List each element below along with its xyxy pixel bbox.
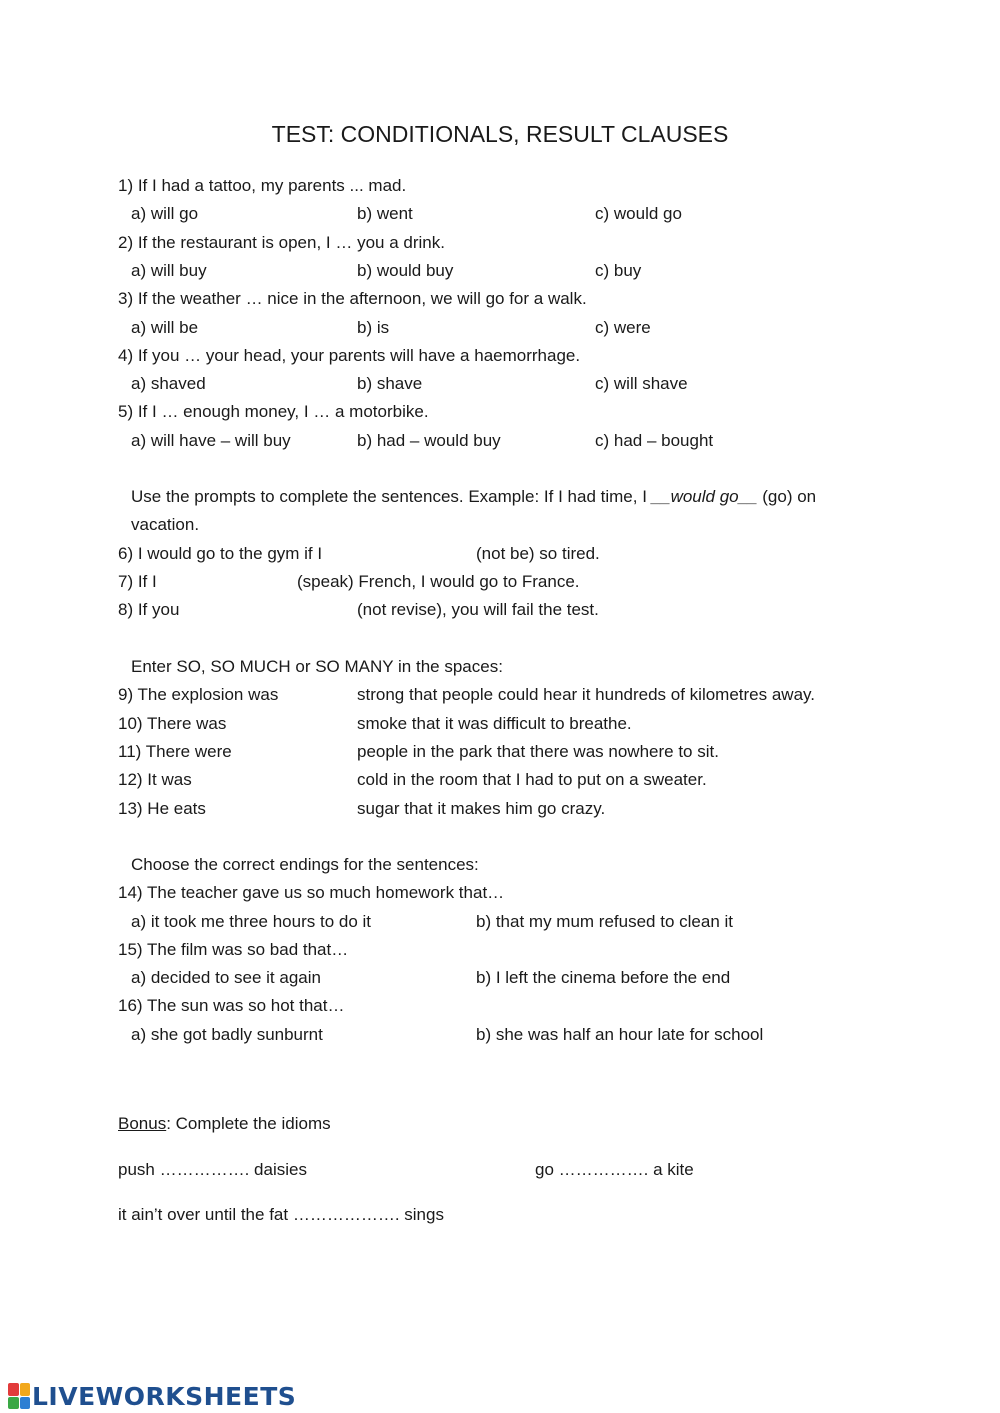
page-title: TEST: CONDITIONALS, RESULT CLAUSES bbox=[271, 121, 729, 147]
option-15a[interactable]: a) decided to see it again bbox=[131, 968, 321, 987]
item-13-end: sugar that it makes him go crazy. bbox=[357, 799, 606, 818]
question-14: 14) The teacher gave us so much homework that… bbox=[118, 883, 505, 902]
instruction-continued: vacation. bbox=[131, 515, 200, 534]
logo-mark-icon bbox=[8, 1383, 30, 1409]
prompt-6-end: (not be) so tired. bbox=[476, 544, 600, 563]
option-14a[interactable]: a) it took me three hours to do it bbox=[131, 912, 372, 931]
item-9-end: strong that people could hear it hundreds of kilometres away. bbox=[357, 685, 816, 704]
option-1b[interactable]: b) went bbox=[357, 204, 413, 223]
option-3c[interactable]: c) were bbox=[595, 318, 651, 337]
question-4: 4) If you … your head, your parents will have a haemorrhage. bbox=[118, 346, 581, 365]
question-5: 5) If I … enough money, I … a motorbike. bbox=[118, 402, 429, 421]
endings-instruction: Choose the correct endings for the sentences: bbox=[131, 855, 479, 874]
option-4a[interactable]: a) shaved bbox=[131, 374, 206, 393]
option-16a[interactable]: a) she got badly sunburnt bbox=[131, 1025, 323, 1044]
option-5a[interactable]: a) will have – will buy bbox=[131, 431, 291, 450]
item-13-start: 13) He eats bbox=[118, 799, 206, 818]
question-3: 3) If the weather … nice in the afternoon, we will go for a walk. bbox=[118, 289, 587, 308]
logo-text: LIVEWORKSHEETS bbox=[32, 1381, 297, 1411]
idiom-3: it ain’t over until the fat ………………. sings bbox=[118, 1205, 444, 1224]
item-11-end: people in the park that there was nowhere to sit. bbox=[357, 742, 719, 761]
option-4b[interactable]: b) shave bbox=[357, 374, 423, 393]
item-9-start: 9) The explosion was bbox=[118, 685, 279, 704]
prompt-7-start: 7) If I bbox=[118, 572, 157, 591]
item-12-start: 12) It was bbox=[118, 770, 192, 789]
bonus-label: Bonus bbox=[118, 1114, 167, 1133]
option-3a[interactable]: a) will be bbox=[131, 318, 199, 337]
example-answer: __would go__ bbox=[651, 487, 758, 506]
prompts-instruction bbox=[131, 486, 816, 508]
option-2a[interactable]: a) will buy bbox=[131, 261, 207, 280]
option-14b[interactable]: b) that my mum refused to clean it bbox=[476, 912, 733, 931]
instruction-text-end: (go) on bbox=[757, 487, 817, 506]
idiom-2: go ……………. a kite bbox=[535, 1160, 694, 1179]
item-12-end: cold in the room that I had to put on a sweater. bbox=[357, 770, 707, 789]
bonus-instruction: : Complete the idioms bbox=[166, 1114, 331, 1133]
prompt-7-end: (speak) French, I would go to France. bbox=[297, 572, 580, 591]
prompt-6-start: 6) I would go to the gym if I bbox=[118, 544, 323, 563]
item-11-start: 11) There were bbox=[118, 742, 232, 761]
question-15: 15) The film was so bad that… bbox=[118, 940, 349, 959]
option-2b[interactable]: b) would buy bbox=[357, 261, 454, 280]
option-16b[interactable]: b) she was half an hour late for school bbox=[476, 1025, 764, 1044]
question-2: 2) If the restaurant is open, I … you a drink. bbox=[118, 233, 445, 252]
prompt-8-end: (not revise), you will fail the test. bbox=[357, 600, 599, 619]
option-15b[interactable]: b) I left the cinema before the end bbox=[476, 968, 731, 987]
liveworksheets-logo bbox=[8, 1380, 296, 1412]
instruction-text: Use the prompts to complete the sentences. Example: If I had time, I bbox=[131, 487, 652, 506]
option-1a[interactable]: a) will go bbox=[131, 204, 199, 223]
question-16: 16) The sun was so hot that… bbox=[118, 996, 345, 1015]
item-10-end: smoke that it was difficult to breathe. bbox=[357, 714, 632, 733]
option-5b[interactable]: b) had – would buy bbox=[357, 431, 501, 450]
option-3b[interactable]: b) is bbox=[357, 318, 390, 337]
prompt-8-start: 8) If you bbox=[118, 600, 180, 619]
question-1: 1) If I had a tattoo, my parents ... mad. bbox=[118, 176, 407, 195]
option-1c[interactable]: c) would go bbox=[595, 204, 682, 223]
option-5c[interactable]: c) had – bought bbox=[595, 431, 714, 450]
idiom-1: push ……………. daisies bbox=[118, 1160, 307, 1179]
bonus-heading bbox=[118, 1113, 331, 1135]
so-instruction: Enter SO, SO MUCH or SO MANY in the spaces: bbox=[131, 657, 503, 676]
option-4c[interactable]: c) will shave bbox=[595, 374, 688, 393]
item-10-start: 10) There was bbox=[118, 714, 227, 733]
option-2c[interactable]: c) buy bbox=[595, 261, 642, 280]
